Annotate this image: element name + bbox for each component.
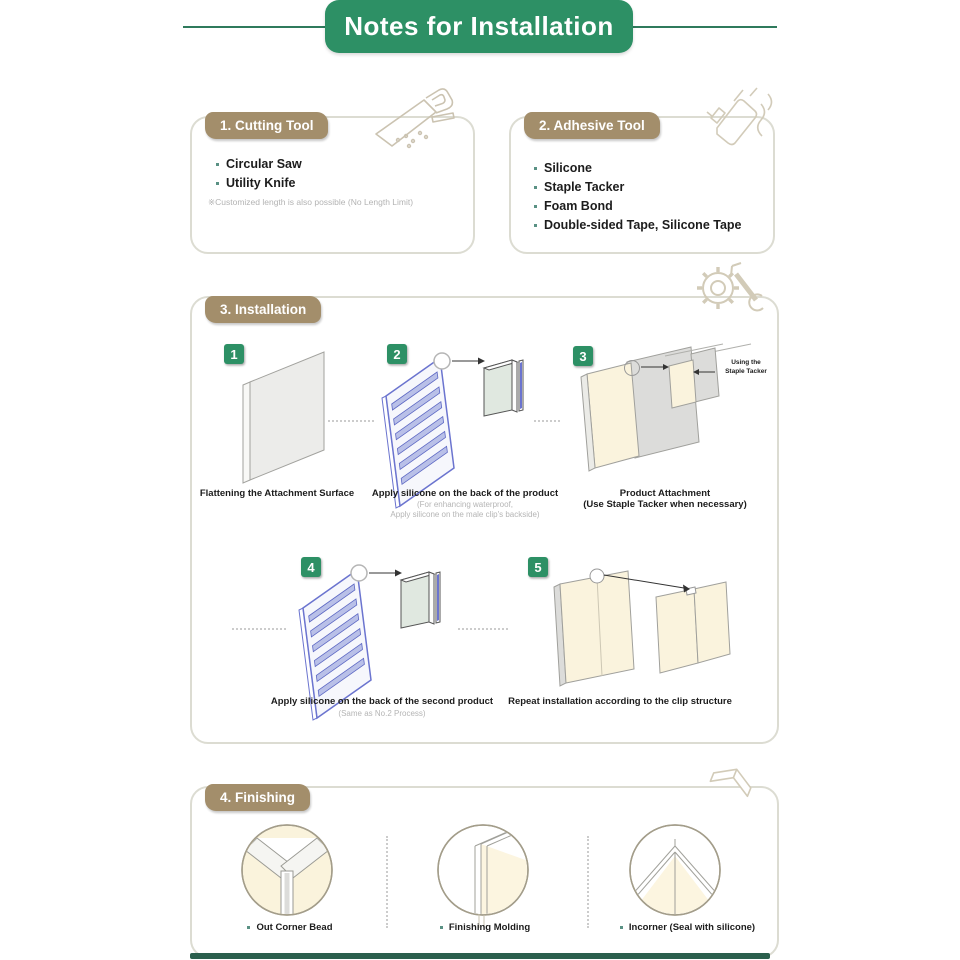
dashed-separator bbox=[386, 836, 388, 928]
list-item bbox=[216, 176, 302, 190]
finishing-caption bbox=[605, 922, 770, 933]
bullet-icon bbox=[216, 182, 219, 185]
tool-label: Utility Knife bbox=[226, 176, 296, 190]
bullet-icon bbox=[534, 205, 537, 208]
bullet-icon bbox=[534, 224, 537, 227]
page-title: Notes for Installation bbox=[325, 0, 633, 53]
step3-annotation bbox=[718, 358, 774, 376]
dotted-connector bbox=[232, 628, 286, 630]
corner-trim-icon bbox=[702, 760, 758, 812]
list-item bbox=[216, 157, 302, 171]
dashed-separator bbox=[587, 836, 589, 928]
bullet-icon bbox=[620, 926, 623, 929]
bullet-icon bbox=[216, 163, 219, 166]
step3-caption: Product Attachment bbox=[619, 488, 711, 499]
step1-figure-panel bbox=[228, 348, 338, 498]
step2-subcaption: (For enhancing waterproof, bbox=[416, 500, 514, 509]
title-line-left bbox=[183, 26, 325, 28]
cutting-note: ※Customized length is also possible (No Length Limit) bbox=[208, 197, 414, 207]
tool-label: Circular Saw bbox=[226, 157, 302, 171]
out-corner-bead-figure bbox=[239, 822, 335, 918]
step2-caption: Apply silicone on the back of the product bbox=[371, 488, 559, 499]
step5-figure-repeat bbox=[540, 562, 750, 702]
finishing-label: Finishing Molding bbox=[448, 922, 531, 933]
installation-header: 3. Installation bbox=[205, 296, 321, 323]
list-item bbox=[534, 199, 742, 213]
dotted-connector bbox=[458, 628, 508, 630]
step-badge-3: 3 bbox=[573, 346, 593, 366]
finishing-molding-figure bbox=[435, 822, 531, 932]
finishing-caption bbox=[420, 922, 550, 933]
tool-label: Silicone bbox=[544, 161, 592, 175]
list-item bbox=[534, 161, 742, 175]
annotation-line: Staple Tacker bbox=[725, 368, 767, 375]
tool-label: Staple Tacker bbox=[544, 180, 625, 194]
step4-caption: Apply silicone on the back of the second product bbox=[270, 696, 494, 707]
bullet-icon bbox=[534, 167, 537, 170]
cutting-tool-list bbox=[216, 157, 302, 195]
step-badge-1: 1 bbox=[224, 344, 244, 364]
footer-bar bbox=[190, 953, 770, 959]
adhesive-tool-list bbox=[534, 161, 742, 237]
caulk-tube-icon bbox=[697, 86, 775, 164]
tool-label: Double-sided Tape, Silicone Tape bbox=[544, 218, 742, 232]
bullet-icon bbox=[247, 926, 250, 929]
finishing-label: Incorner (Seal with silicone) bbox=[628, 922, 756, 933]
step5-caption: Repeat installation according to the clip structure bbox=[508, 696, 732, 707]
step2-subcaption: Apply silicone on the male clip's backside) bbox=[390, 510, 540, 519]
annotation-line: Using the bbox=[731, 359, 761, 366]
title-line-right bbox=[633, 26, 777, 28]
list-item bbox=[534, 180, 742, 194]
step-badge-5: 5 bbox=[528, 557, 548, 577]
list-item bbox=[534, 218, 742, 232]
tool-label: Foam Bond bbox=[544, 199, 613, 213]
step3-caption: (Use Staple Tacker when necessary) bbox=[583, 499, 747, 510]
dotted-connector bbox=[534, 420, 560, 422]
dotted-connector bbox=[328, 420, 374, 422]
gear-wrench-icon bbox=[690, 258, 770, 326]
step-badge-4: 4 bbox=[301, 557, 321, 577]
step4-subcaption: (Same as No.2 Process) bbox=[338, 709, 426, 718]
adhesive-tool-header: 2. Adhesive Tool bbox=[524, 112, 660, 139]
finishing-header: 4. Finishing bbox=[205, 784, 310, 811]
cutting-tool-header: 1. Cutting Tool bbox=[205, 112, 328, 139]
finishing-caption bbox=[230, 922, 350, 933]
finishing-label: Out Corner Bead bbox=[256, 922, 333, 933]
incorner-figure bbox=[627, 822, 723, 918]
bullet-icon bbox=[440, 926, 443, 929]
step-badge-2: 2 bbox=[387, 344, 407, 364]
saw-icon bbox=[368, 88, 460, 152]
step1-caption: Flattening the Attachment Surface bbox=[199, 488, 355, 499]
bullet-icon bbox=[534, 186, 537, 189]
